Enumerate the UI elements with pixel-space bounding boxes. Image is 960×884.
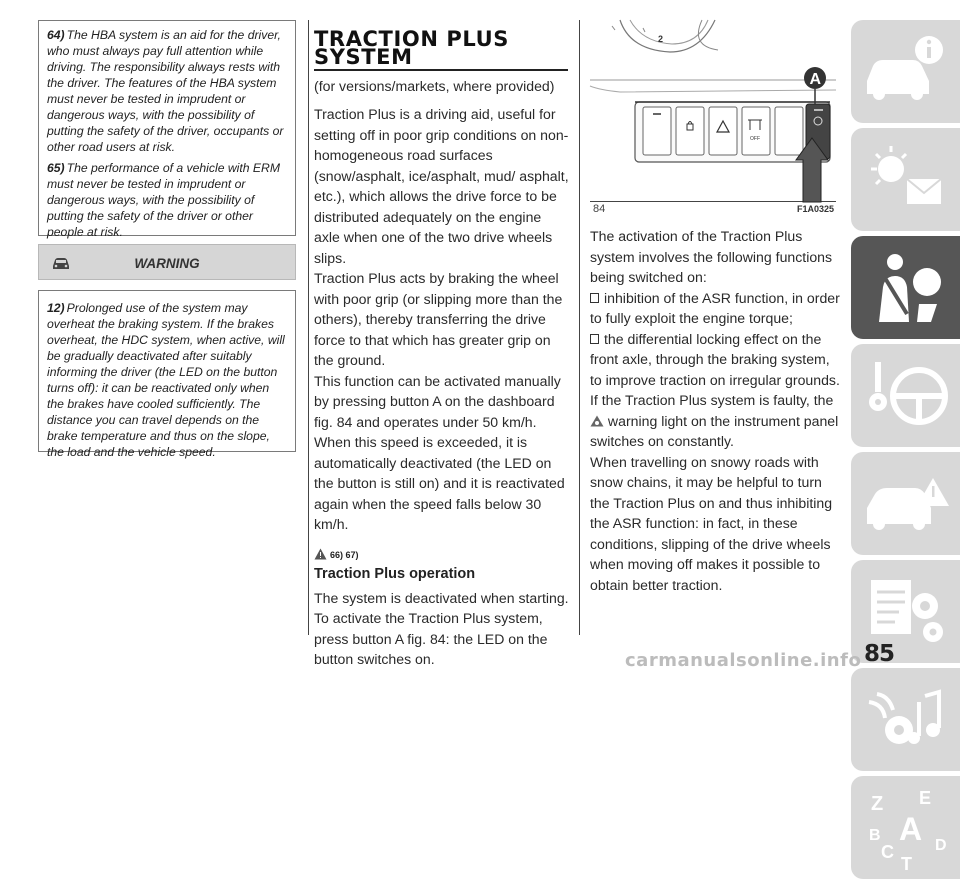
tab-lights-warnings[interactable] xyxy=(851,128,960,231)
car-breakdown-icon xyxy=(859,458,955,548)
callout-label-a: A xyxy=(809,71,822,88)
column-divider-left xyxy=(308,20,309,635)
tab-starting-driving[interactable] xyxy=(851,344,960,447)
note-65: 65) The performance of a vehicle with ERM must never be tested in imprudent or dangerous ways, with the possibility of putting the safety of the driver or other people at risk. xyxy=(47,161,280,239)
car-info-icon xyxy=(859,26,955,116)
warning-header xyxy=(38,244,296,280)
activation-details xyxy=(590,226,840,595)
off-label: OFF xyxy=(750,136,760,142)
figure-caption xyxy=(590,203,836,217)
list-item: inhibition of the ASR function, in order to fully exploit the engine torque; xyxy=(590,289,840,326)
note-64: 64) The HBA system is an aid for the driver, who must always pay full attention while driving. The responsibility always rests with the driver. The features of the HBA system must never be tested in imprudent or dangerous ways, with the possibility of putting the safety of the driver, occupants or other road users at risk. xyxy=(47,28,284,154)
paragraph-fault: If the Traction Plus system is faulty, the warning light on the instrument panel switches on constantly. xyxy=(590,392,839,449)
steering-wheel-key-icon xyxy=(859,350,955,440)
paragraph-braking: Traction Plus acts by braking the wheel with poor grip (or slipping more than the others), thereby transferring the drive force to that which has greater grip on the ground. xyxy=(314,270,563,368)
index-letters-icon xyxy=(859,782,955,872)
section-subtitle: (for versions/markets, where provided) xyxy=(314,78,555,94)
dashboard-illustration xyxy=(590,20,836,202)
tab-multimedia[interactable] xyxy=(851,668,960,771)
tab-index[interactable] xyxy=(851,776,960,879)
list-item: the differential locking effect on the front axle, through the braking system, to improve traction on irregular grounds. xyxy=(590,330,840,388)
tab-car-info[interactable] xyxy=(851,20,960,123)
traction-warning-light-icon xyxy=(590,415,604,427)
paragraph-operation: The system is deactivated when starting. To activate the Traction Plus system, press button A fig. 84: the LED on the button switches on. xyxy=(314,589,569,667)
seatbelt-airbag-icon xyxy=(859,242,955,332)
traction-plus-section xyxy=(314,27,570,670)
dial-number: 2 xyxy=(658,34,664,44)
watermark: carmanualsonline.info xyxy=(625,650,862,671)
tab-emergency[interactable] xyxy=(851,452,960,555)
figure-84-dashboard-button xyxy=(590,20,836,202)
index-letter: D xyxy=(935,837,947,854)
warning-title: WARNING xyxy=(134,256,200,271)
index-letter: T xyxy=(901,854,912,874)
index-letter: Z xyxy=(871,793,884,815)
warning-box xyxy=(38,290,296,459)
subheading-operation: Traction Plus operation xyxy=(314,565,476,582)
figure-number: 84 xyxy=(593,203,606,215)
safety-notes-box xyxy=(38,20,296,239)
warning-references: 66) 67) xyxy=(314,538,570,560)
bullet-box-icon xyxy=(590,293,599,303)
chapter-tabs xyxy=(851,20,960,884)
multimedia-icon xyxy=(859,674,955,764)
lights-warning-icon xyxy=(859,134,955,224)
warning-triangle-icon xyxy=(314,548,327,560)
index-letter: C xyxy=(881,842,894,862)
tab-safety-active[interactable] xyxy=(851,236,960,339)
index-letter: A xyxy=(899,811,923,847)
section-title: TRACTION PLUS SYSTEM xyxy=(314,27,510,69)
bullet-box-icon xyxy=(590,334,599,344)
paragraph-activation: This function can be activated manually by pressing button A on the dashboard fig. 84 and operates under 50 km/h. When this speed is exceeded, it is automatically deactivated (the LED on the button is still on) and it is reactivated again when the speed falls below 30 km/h. xyxy=(314,372,565,532)
figure-code: F1A0325 xyxy=(796,204,834,214)
paragraph-snow-chains: When travelling on snowy roads with snow chains, it may be helpful to turn the Traction Plus on and thus inhibiting the ASR function: in fact, in these conditions, slipping of the drive wheels when moving off makes it possible to obtain better traction. xyxy=(590,453,833,593)
index-letter: B xyxy=(869,827,881,844)
title-underline xyxy=(314,69,568,71)
warning-12: 12) Prolonged use of the system may overheat the braking system. If the brakes overheat, the HDC system, when active, will be gradually deactivated after suitably informing the driver (the LED on the button turns off): it can be reactivated only when the brakes have cooled sufficiently. The distance you can travel depends on the brake temperature and thus on the slope, the load and the vehicle speed. xyxy=(47,301,285,459)
paragraph-functions-intro: The activation of the Traction Plus system involves the following functions being switched on: xyxy=(590,228,833,285)
page-number: 85 xyxy=(864,641,895,667)
column-divider-right xyxy=(579,20,580,635)
index-letter: E xyxy=(919,788,932,808)
paragraph-intro: Traction Plus is a driving aid, useful for setting off in poor grip conditions on non-homogeneous road surfaces (snow/asphalt, ice/asphalt, mud/ asphalt, etc.), which allows the drive force to be distributed adequately on the engine axle when one of the two drive wheels slips. xyxy=(314,106,569,266)
